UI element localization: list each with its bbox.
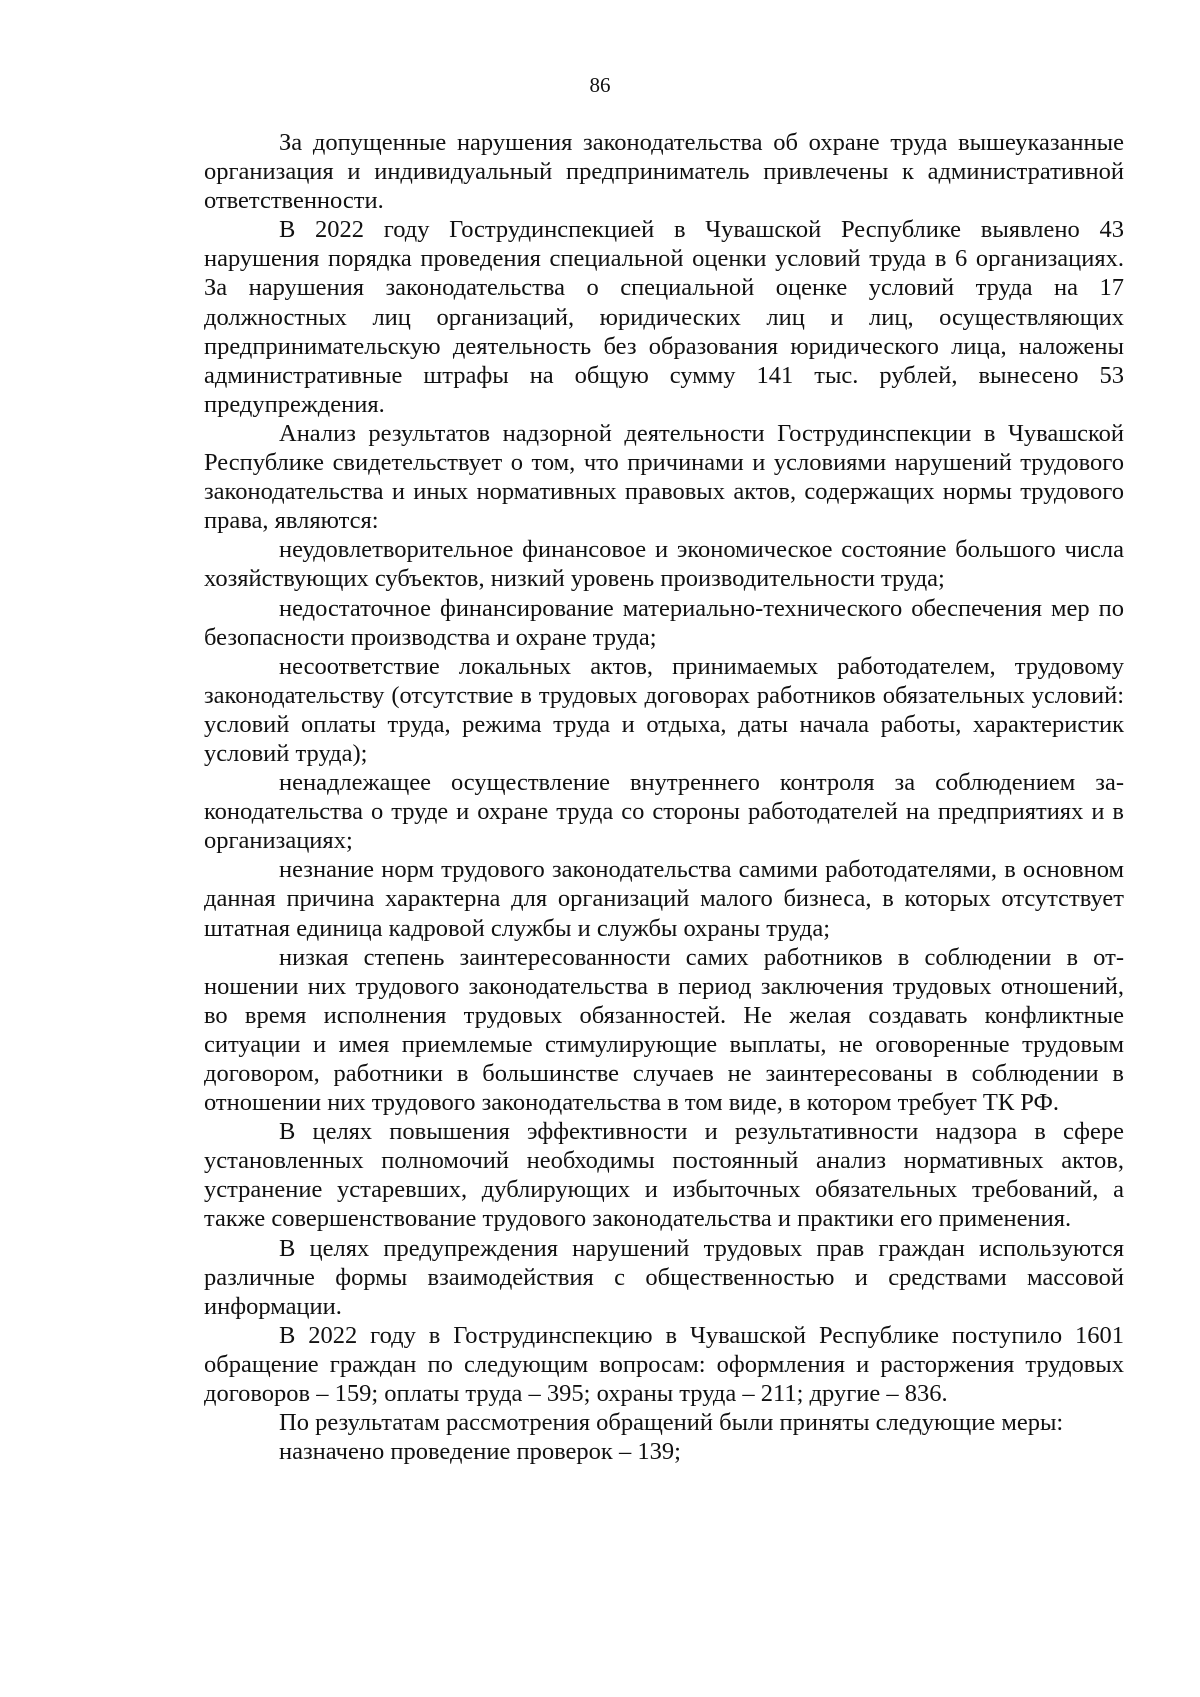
paragraph-inspections: назначено проведение проверок – 139; — [279, 1438, 681, 1466]
paragraph-cause-local-acts: несоответствие локальных актов, принимаемых работодателем, трудовому законодательству (отсутствие в трудовых договорах работников обязательных условий: условий оплаты труда, режима труда и отдыха, даты начала работы, характеристик условий труда); — [204, 652, 1124, 767]
document-body — [204, 128, 1124, 1466]
paragraph-liability: За допущенные нарушения законодательства об охране труда вышеуказанные организация и индивидуальный предприниматель привлечены к административной ответственности. — [204, 129, 1124, 215]
paragraph-sout-violations: В 2022 году Гострудинспекцией в Чувашской Республике выявлено 43 нарушения порядка проведения специальной оценки условий труда в 6 организациях. За нарушения законодательства о специальной оценке условий труда на 17 должностных лиц организаций, юридических лиц и лиц, осуществляющих предпринимательскую деятельность без образования юридического лица, наложены административные штрафы на общую сумму 141 тыс. рублей, вынесено 53 предупреждения. — [204, 216, 1124, 418]
paragraph-cause-ignorance: незнание норм трудового законодательства самими работодателями, в основном данная причина характерна для организаций малого бизнеса, в которых отсутствует штатная единица кадровой службы и службы охраны труда; — [204, 856, 1124, 942]
paragraph-cause-internal-control: ненадлежащее осуществление внутреннего контроля за соблюдением законодательства о труде и охране труда со стороны работодателей на предприятиях и в организациях; — [204, 769, 1124, 855]
paragraph-prevention: В целях предупреждения нарушений трудовых прав граждан используются различные формы взаимодействия с общественностью и средствами массовой информации. — [204, 1234, 1124, 1320]
paragraph-analysis-intro: Анализ результатов надзорной деятельности Гострудинспекции в Чувашской Республике свидетельствует о том, что причинами и условиями нарушений трудового законодательства и иных нормативных правовых актов, содержащих нормы трудового права, являются: — [204, 419, 1124, 535]
paragraph-measures-intro: По результатам рассмотрения обращений были приняты следующие меры: — [279, 1409, 1064, 1437]
paragraph-appeals: В 2022 году в Гострудинспекцию в Чувашской Республике поступило 1601 обращение граждан по следующим вопросам: оформления и расторжения трудовых договоров – 159; оплаты труда – 395; охраны труда – 211; другие – 836. — [204, 1321, 1124, 1408]
paragraph-efficiency: В целях повышения эффективности и результативности надзора в сфере установленных полномочий необходимы постоянный анализ нормативных актов, устранение устаревших, дублирующих и избыточных обязательных требований, а также совершенствование трудового законодательства и практики его применения. — [204, 1118, 1124, 1233]
paragraph-cause-funding: недостаточное финансирование материально-технического обеспечения мер по безопасности производства и охране труда; — [204, 594, 1124, 651]
paragraph-cause-financial: неудовлетворительное финансовое и экономическое состояние большого числа хозяйствующих субъектов, низкий уровень производительности труда; — [204, 536, 1124, 593]
paragraph-cause-employee-interest: низкая степень заинтересованности самих работников в соблюдении в отношении них трудового законодательства в период заключения трудовых отношений, во время исполнения трудовых обязанностей. Не желая создавать конфликтные ситуации и имея приемлемые стимулирующие выплаты, не оговоренные трудовым договором, работники в большинстве случаев не заинтересованы в соблюдении в отношении них трудового законодательства в том виде, в котором требует ТК РФ. — [204, 943, 1124, 1117]
page-number: 86 — [589, 73, 611, 97]
